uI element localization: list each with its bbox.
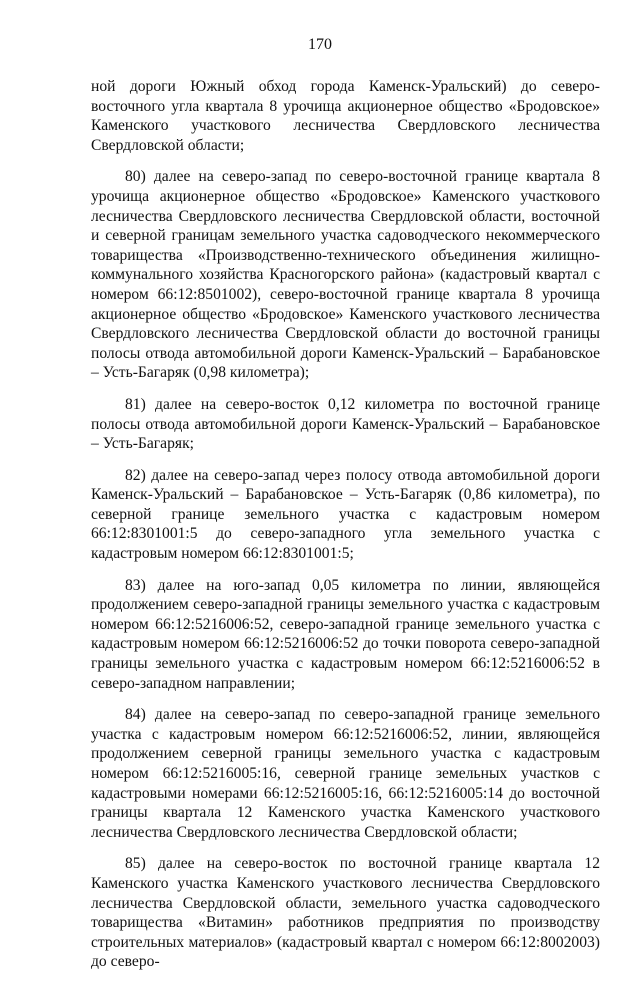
paragraph-item-81: 81) далее на северо-восток 0,12 километра по восточной границе полосы отвода автомобильной дороги Каменск-Уральский – Барабановское – Усть-Багаряк; bbox=[91, 395, 600, 453]
paragraph-continuation: ной дороги Южный обход города Каменск-Уральский) до северо-восточного угла квартала 8 урочища акционерное общество «Бродовское» Каменского участкового лесничества Свердловского лесничества Свердловской области; bbox=[91, 78, 600, 154]
paragraph-item-84: 84) далее на северо-запад по северо-западной границе земельного участка с кадастровым номером 66:12:5216006:52, линии, являющейся продолжением северной границы земельного участка с кадастровым номером 66:12:5216005:16, северной границе земельных участков с кадастровыми номерами 66:12:5216005:16, 66:12:5216005:14 до восточной границы квартала 12 Каменского участка Каменского участкового лесничества Свердловского лесничества Свердловской области; bbox=[91, 706, 600, 841]
page-number: 170 bbox=[308, 36, 332, 53]
paragraph-item-83: 83) далее на юго-запад 0,05 километра по линии, являющейся продолжением северо-западной границы земельного участка с кадастровым номером 66:12:5216006:52, северо-западной границе земельного участка с кадастровым номером 66:12:5216006:52 до точки поворота северо-западной границы земельного участка с кадастровым номером 66:12:5216006:52 в северо-западном направлении; bbox=[91, 576, 600, 692]
paragraph-item-80: 80) далее на северо-запад по северо-восточной границе квартала 8 урочища акционерное общество «Бродовское» Каменского участкового лесничества Свердловского лесничества Свердловской области, восточной и северной границам земельного участка садоводческого некоммерческого товарищества «Производственно-технического объединения жилищно-коммунального хозяйства Красногорского района» (кадастровый квартал с номером 66:12:8501002), северо-восточной границе квартала 8 урочища акционерное общество «Бродовское» Каменского участкового лесничества Свердловского лесничества Свердловской области до восточной границы полосы отвода автомобильной дороги Каменск-Уральский – Барабановское – Усть-Багаряк (0,98 километра); bbox=[91, 168, 600, 382]
document-body bbox=[91, 77, 600, 984]
paragraph-item-85: 85) далее на северо-восток по восточной границе квартала 12 Каменского участка Каменского участкового лесничества Свердловского лесничества Свердловской области, земельного участка садоводческого товарищества «Витамин» работников предприятия по производству строительных материалов» (кадастровый квартал с номером 66:12:8002003) до северо- bbox=[91, 855, 600, 971]
paragraph-item-82: 82) далее на северо-запад через полосу отвода автомобильной дороги Каменск-Уральский – Барабановское – Усть-Багаряк (0,86 километра), по северной границе земельного участка с кадастровым номером 66:12:8301001:5 до северо-западного угла земельного участка с кадастровым номером 66:12:8301001:5; bbox=[91, 466, 600, 563]
